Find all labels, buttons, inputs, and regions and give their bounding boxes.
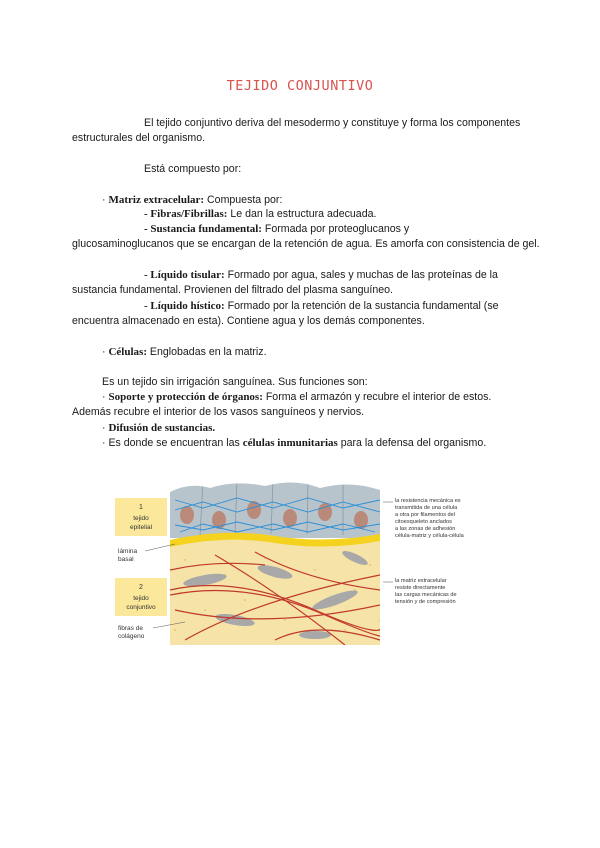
label-box1-line2: epitelial	[129, 524, 153, 531]
intro-text: El tejido conjuntivo deriva del mesodermo y constituye y forma los componentes estructurales del organismo.	[72, 117, 521, 145]
bullet: ·	[102, 422, 109, 434]
svg-text:tensión y de compresión: tensión y de compresión	[395, 599, 456, 605]
label-box2-line1: tejido	[133, 595, 149, 602]
label-box2-line2: conjuntivo	[126, 604, 156, 611]
fibras-label: - Fibras/Fibrillas:	[144, 208, 228, 220]
tisular-text1: Formado por agua, sales y muchas de las proteínas de la	[224, 269, 498, 281]
bullet: ·	[102, 391, 109, 403]
inmune-item	[72, 436, 542, 451]
svg-text:célula-matriz y célula-célula: célula-matriz y célula-célula	[395, 533, 464, 539]
svg-text:la matriz extracelular: la matriz extracelular	[395, 578, 447, 584]
sustancia-text1: Formada por proteoglucanos y	[261, 223, 410, 235]
label-box1-line1: tejido	[133, 515, 149, 522]
soporte-text2: Además recubre el interior de los vasos sanguíneos y nervios.	[72, 406, 365, 419]
celulas-item	[72, 345, 542, 360]
matriz-item	[72, 193, 542, 208]
page-title: TEJIDO CONJUNTIVO	[226, 78, 374, 94]
svg-text:transmitida de una célula: transmitida de una célula	[395, 505, 458, 511]
right-annotation-2	[395, 578, 457, 605]
tisular-item	[72, 268, 542, 298]
matriz-text: Compuesta por:	[204, 194, 283, 206]
bullet: ·	[102, 346, 109, 358]
celulas-label: Células:	[108, 346, 147, 358]
celulas-text: Englobadas en la matriz.	[146, 346, 267, 358]
histico-text2: encuentra almacenado en esta). Contiene agua y los demás componentes.	[72, 315, 425, 328]
svg-text:la resistencia mecánica es: la resistencia mecánica es	[395, 498, 461, 504]
inmune-text2: para la defensa del organismo.	[337, 437, 487, 449]
lamina-label-line1: lámina	[118, 548, 138, 555]
svg-text:las cargas mecánicas de: las cargas mecánicas de	[395, 592, 457, 598]
histico-label: - Líquido hístico:	[144, 300, 225, 312]
sustancia-text2: glucosaminoglucanos que se encargan de la retención de agua. Es amorfa con consistencia de gel.	[72, 238, 540, 251]
sustancia-item	[72, 222, 542, 252]
funciones-text: Es un tejido sin irrigación sanguínea. Sus funciones son:	[102, 376, 368, 388]
funciones-paragraph	[72, 375, 542, 390]
fibras-item	[72, 207, 542, 222]
composed-text: Está compuesto por:	[144, 163, 242, 175]
svg-text:a las zonas de adhesión: a las zonas de adhesión	[395, 526, 456, 532]
bullet: ·	[102, 194, 109, 206]
lamina-label-line2: basal	[118, 556, 134, 563]
svg-text:a otra por filamentos del: a otra por filamentos del	[395, 512, 456, 518]
fibras-label-line2: colágeno	[118, 633, 145, 640]
svg-text:resiste directamente: resiste directamente	[395, 585, 446, 591]
histico-text1: Formado por la retención de la sustancia fundamental (se	[224, 300, 499, 312]
inmune-text1: · Es donde se encuentran las	[102, 437, 243, 449]
tissue-diagram	[115, 480, 515, 645]
histico-item	[72, 299, 542, 329]
sustancia-label: - Sustancia fundamental:	[144, 223, 262, 235]
soporte-item	[72, 390, 542, 420]
fibras-text: Le dan la estructura adecuada.	[227, 208, 377, 220]
soporte-text1: Forma el armazón y recubre el interior de estos.	[262, 391, 492, 403]
intro-paragraph	[72, 116, 542, 146]
difusion-label: Difusión de sustancias.	[108, 422, 216, 434]
fibras-label-line1: fibras de	[118, 625, 143, 632]
tisular-label: - Líquido tisular:	[144, 269, 225, 281]
label-box2-number: 2	[139, 584, 143, 591]
composed-paragraph	[72, 162, 542, 177]
tisular-text2: sustancia fundamental. Provienen del filtrado del plasma sanguíneo.	[72, 284, 393, 297]
difusion-item	[72, 421, 542, 436]
svg-text:citoesqueleto anclados: citoesqueleto anclados	[395, 519, 452, 525]
inmune-label: células inmunitarias	[242, 437, 338, 449]
soporte-label: Soporte y protección de órganos:	[108, 391, 263, 403]
label-box1-number: 1	[139, 504, 143, 511]
right-annotation-1	[395, 498, 465, 539]
matriz-label: Matriz extracelular:	[108, 194, 205, 206]
